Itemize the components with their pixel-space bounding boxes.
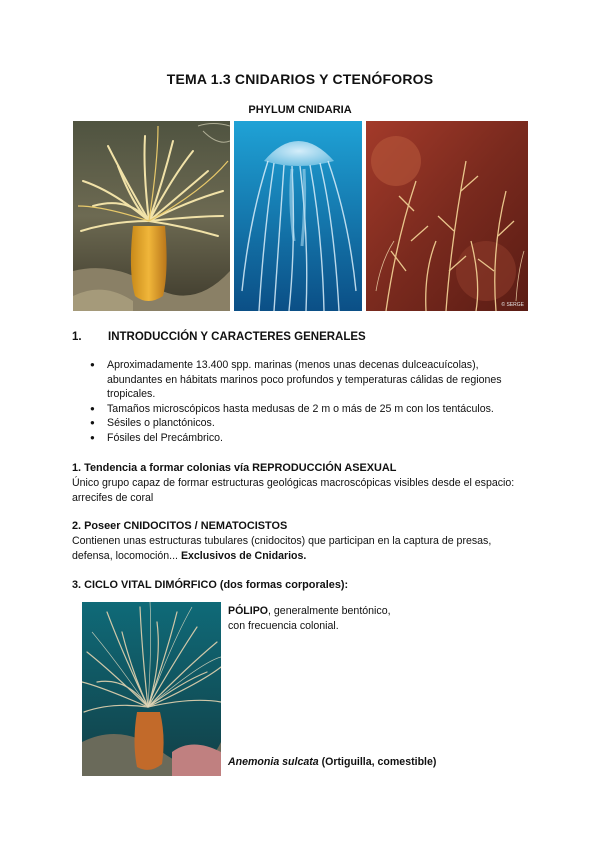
polyp-desc-2: con frecuencia colonial. <box>228 620 339 632</box>
polyp-caption <box>228 604 428 634</box>
species-common-name: (Ortiguilla, comestible) <box>318 756 437 768</box>
hydroid-colony-photo <box>366 121 528 311</box>
point-1 <box>72 461 532 505</box>
photo-watermark: © SERGE <box>501 302 524 308</box>
list-item: ● Aproximadamente 13.400 spp. marinas (menos unas decenas dulceacuícolas), abundantes en hábitats marinos poco profundos y temperaturas cálidas de regiones tropicales. <box>90 358 530 402</box>
list-item: ● Sésiles o planctónicos. <box>90 416 530 431</box>
point-1-text: Único grupo capaz de formar estructuras geológicas macroscópicas visibles desde el espacio: arrecifes de coral <box>72 476 515 504</box>
section-title: INTRODUCCIÓN Y CARACTERES GENERALES <box>108 331 366 343</box>
list-item: ● Fósiles del Precámbrico. <box>90 431 530 446</box>
point-3 <box>72 578 532 593</box>
list-item: ● Tamaños microscópicos hasta medusas de 2 m o más de 25 m con los tentáculos. <box>90 402 530 417</box>
point-1-heading: 1. Tendencia a formar colonias vía REPRODUCCIÓN ASEXUAL <box>72 462 397 474</box>
polyp-term: PÓLIPO <box>228 605 269 617</box>
page-title: TEMA 1.3 CNIDARIOS Y CTENÓFOROS <box>166 71 434 87</box>
point-2-text-block <box>72 534 532 564</box>
anemonia-sulcata-photo <box>82 602 221 776</box>
polyp-desc-1: , generalmente bentónico, <box>268 605 391 617</box>
page-subtitle: PHYLUM CNIDARIA <box>248 104 352 116</box>
jellyfish-photo <box>234 121 362 311</box>
anemone-photo <box>73 121 230 311</box>
point-2 <box>72 519 532 563</box>
section-number: 1. <box>72 331 82 343</box>
point-2-text: Contienen unas estructuras tubulares (cnidocitos) que participan en la captura de presas, defensa, locomoción... <box>72 534 492 562</box>
point-2-bold: Exclusivos de Cnidarios. <box>180 549 307 562</box>
characteristics-list <box>90 358 530 445</box>
point-3-heading: 3. CICLO VITAL DIMÓRFICO (dos formas corporales): <box>72 579 349 591</box>
species-name: Anemonia sulcata <box>228 756 319 768</box>
point-2-heading: 2. Poseer CNIDOCITOS / NEMATOCISTOS <box>72 520 288 532</box>
species-caption <box>228 756 436 768</box>
